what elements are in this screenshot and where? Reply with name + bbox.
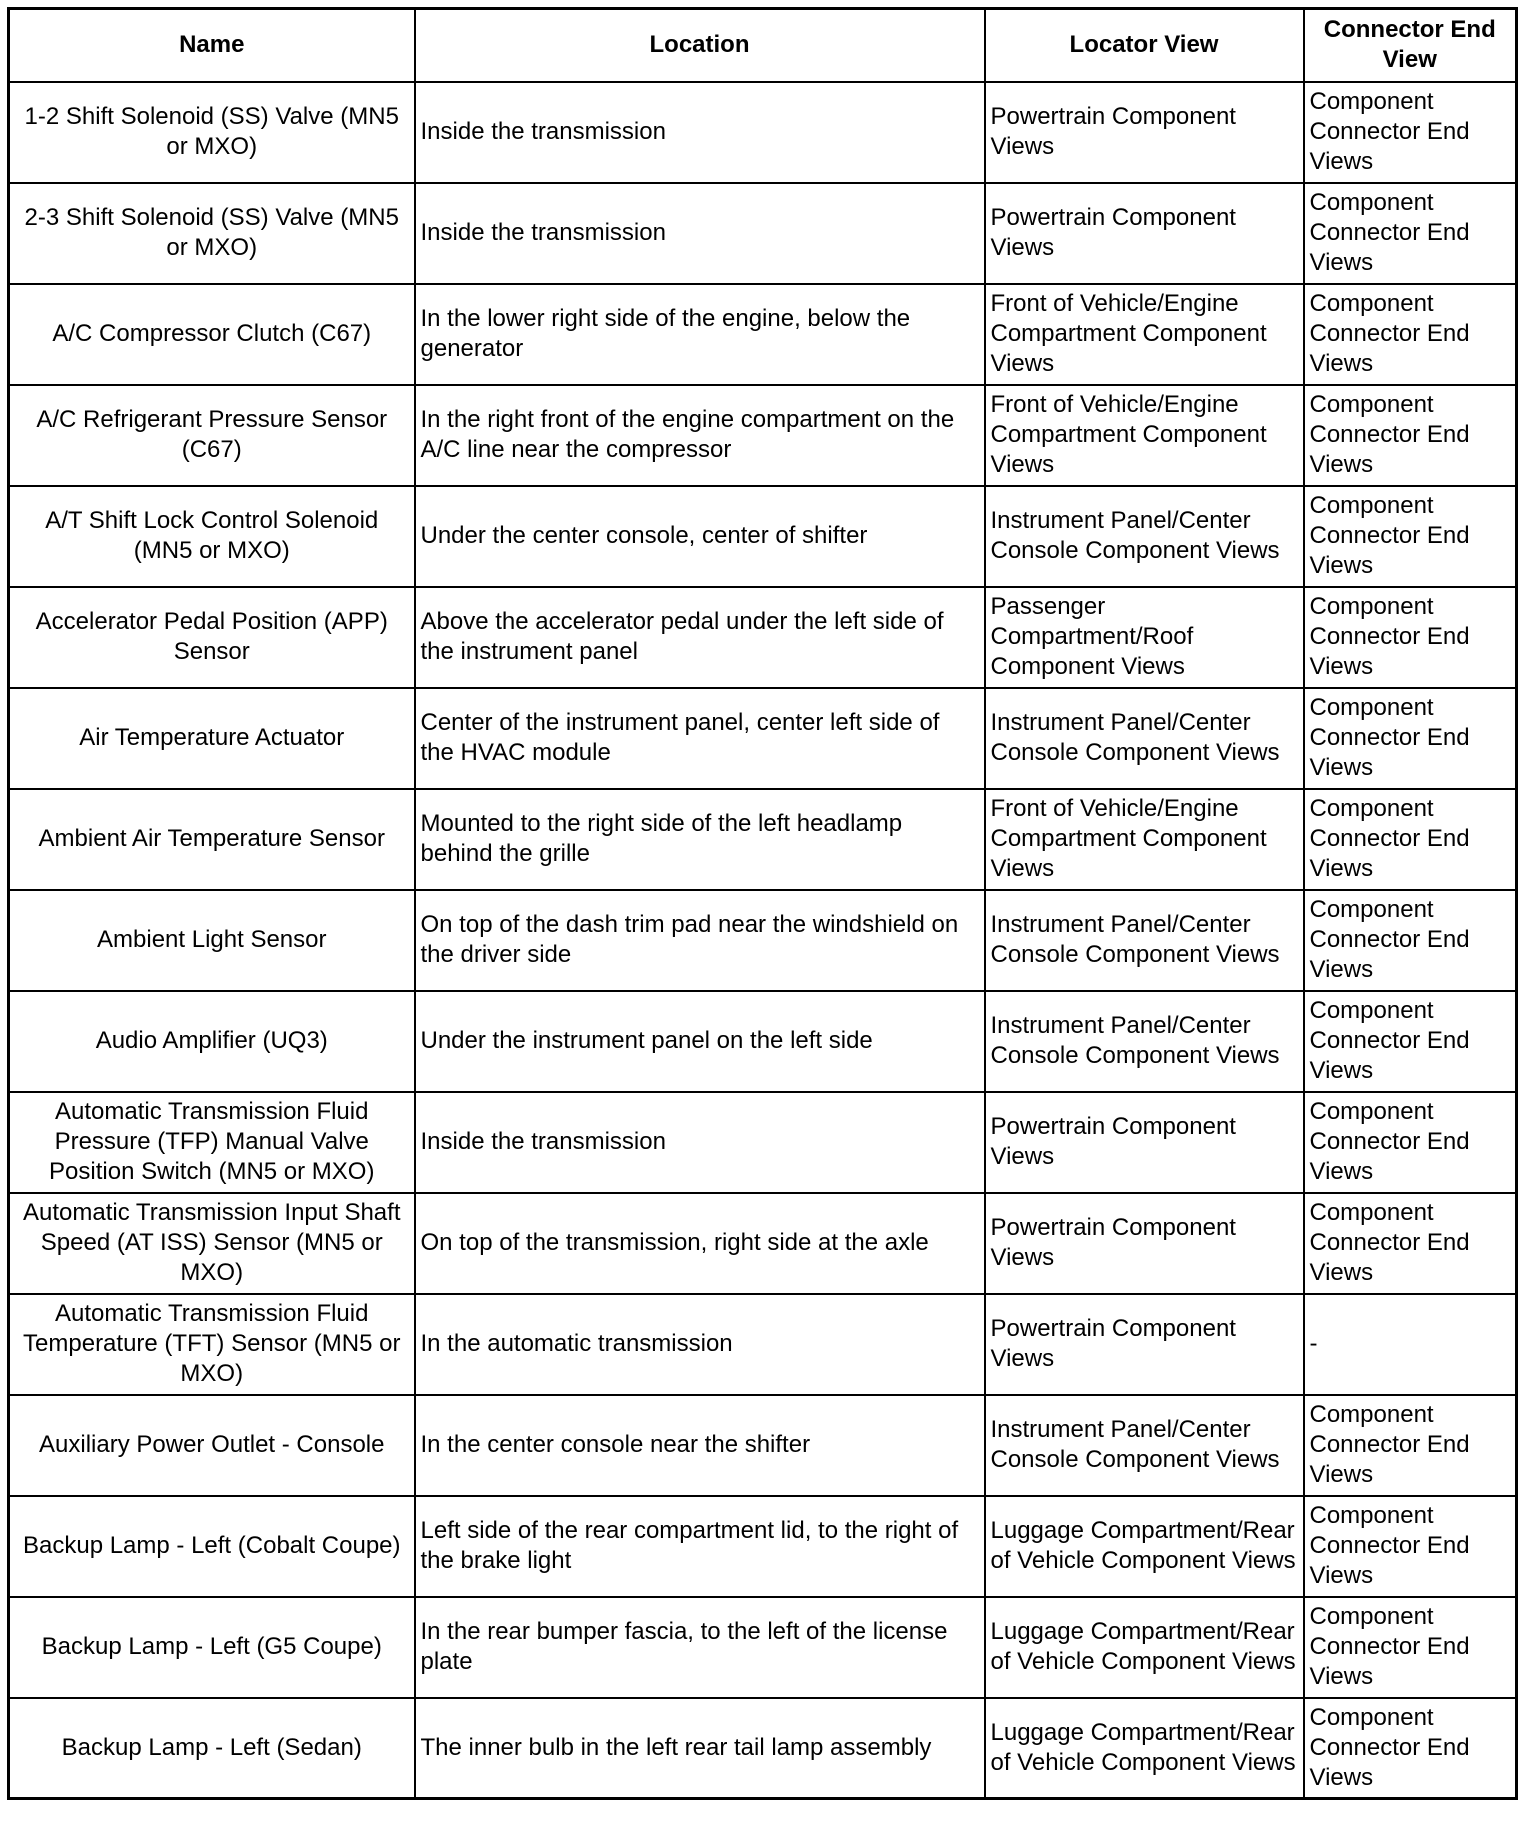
name-cell: Auxiliary Power Outlet - Console xyxy=(9,1395,415,1496)
header-location: Location xyxy=(415,9,985,82)
location-cell: On top of the transmission, right side at the axle xyxy=(415,1193,985,1294)
table-row xyxy=(9,1395,1517,1496)
connector-end-view-cell: Component Connector End Views xyxy=(1304,688,1517,789)
name-cell: Backup Lamp - Left (Cobalt Coupe) xyxy=(9,1496,415,1597)
table-row xyxy=(9,284,1517,385)
name-cell: Automatic Transmission Input Shaft Speed (AT ISS) Sensor (MN5 or MXO) xyxy=(9,1193,415,1294)
name-cell: Automatic Transmission Fluid Temperature (TFT) Sensor (MN5 or MXO) xyxy=(9,1294,415,1395)
location-cell: Center of the instrument panel, center left side of the HVAC module xyxy=(415,688,985,789)
name-cell: 1-2 Shift Solenoid (SS) Valve (MN5 or MXO) xyxy=(9,82,415,183)
table-row xyxy=(9,1597,1517,1698)
locator-view-cell: Instrument Panel/Center Console Component Views xyxy=(985,688,1304,789)
locator-view-cell: Front of Vehicle/Engine Compartment Component Views xyxy=(985,385,1304,486)
name-cell: Automatic Transmission Fluid Pressure (TFP) Manual Valve Position Switch (MN5 or MXO) xyxy=(9,1092,415,1193)
table-row xyxy=(9,991,1517,1092)
table-row xyxy=(9,82,1517,183)
locator-view-cell: Powertrain Component Views xyxy=(985,1294,1304,1395)
location-cell: Under the instrument panel on the left side xyxy=(415,991,985,1092)
table-row xyxy=(9,1496,1517,1597)
name-cell: Backup Lamp - Left (Sedan) xyxy=(9,1698,415,1799)
connector-end-view-cell: Component Connector End Views xyxy=(1304,789,1517,890)
name-cell: A/C Compressor Clutch (C67) xyxy=(9,284,415,385)
location-cell: Inside the transmission xyxy=(415,183,985,284)
locator-view-cell: Luggage Compartment/Rear of Vehicle Component Views xyxy=(985,1496,1304,1597)
location-cell: Left side of the rear compartment lid, to the right of the brake light xyxy=(415,1496,985,1597)
connector-end-view-cell: Component Connector End Views xyxy=(1304,82,1517,183)
connector-end-view-cell: Component Connector End Views xyxy=(1304,1092,1517,1193)
connector-end-view-cell: Component Connector End Views xyxy=(1304,385,1517,486)
name-cell: Audio Amplifier (UQ3) xyxy=(9,991,415,1092)
table-row xyxy=(9,1092,1517,1193)
locator-view-cell: Instrument Panel/Center Console Component Views xyxy=(985,991,1304,1092)
locator-view-cell: Powertrain Component Views xyxy=(985,1092,1304,1193)
name-cell: A/T Shift Lock Control Solenoid (MN5 or MXO) xyxy=(9,486,415,587)
locator-view-cell: Passenger Compartment/Roof Component Views xyxy=(985,587,1304,688)
location-cell: Mounted to the right side of the left headlamp behind the grille xyxy=(415,789,985,890)
location-cell: Above the accelerator pedal under the left side of the instrument panel xyxy=(415,587,985,688)
table-row xyxy=(9,1193,1517,1294)
connector-end-view-cell: Component Connector End Views xyxy=(1304,1698,1517,1799)
location-cell: The inner bulb in the left rear tail lamp assembly xyxy=(415,1698,985,1799)
connector-end-view-cell: Component Connector End Views xyxy=(1304,587,1517,688)
locator-view-cell: Luggage Compartment/Rear of Vehicle Component Views xyxy=(985,1597,1304,1698)
locator-view-cell: Instrument Panel/Center Console Component Views xyxy=(985,486,1304,587)
table-row xyxy=(9,688,1517,789)
name-cell: Ambient Light Sensor xyxy=(9,890,415,991)
locator-view-cell: Front of Vehicle/Engine Compartment Component Views xyxy=(985,284,1304,385)
table-row xyxy=(9,890,1517,991)
connector-end-view-cell: Component Connector End Views xyxy=(1304,284,1517,385)
table-row xyxy=(9,183,1517,284)
location-cell: In the center console near the shifter xyxy=(415,1395,985,1496)
location-cell: Inside the transmission xyxy=(415,1092,985,1193)
connector-end-view-cell: Component Connector End Views xyxy=(1304,1395,1517,1496)
locator-view-cell: Powertrain Component Views xyxy=(985,183,1304,284)
header-locator-view: Locator View xyxy=(985,9,1304,82)
table-row xyxy=(9,486,1517,587)
locator-view-cell: Powertrain Component Views xyxy=(985,1193,1304,1294)
name-cell: Ambient Air Temperature Sensor xyxy=(9,789,415,890)
name-cell: Accelerator Pedal Position (APP) Sensor xyxy=(9,587,415,688)
name-cell: A/C Refrigerant Pressure Sensor (C67) xyxy=(9,385,415,486)
location-cell: In the automatic transmission xyxy=(415,1294,985,1395)
name-cell: 2-3 Shift Solenoid (SS) Valve (MN5 or MXO) xyxy=(9,183,415,284)
locator-view-cell: Luggage Compartment/Rear of Vehicle Component Views xyxy=(985,1698,1304,1799)
location-cell: In the right front of the engine compartment on the A/C line near the compressor xyxy=(415,385,985,486)
connector-end-view-cell: Component Connector End Views xyxy=(1304,890,1517,991)
connector-end-view-cell: Component Connector End Views xyxy=(1304,183,1517,284)
locator-view-cell: Instrument Panel/Center Console Component Views xyxy=(985,890,1304,991)
connector-end-view-cell: Component Connector End Views xyxy=(1304,486,1517,587)
table-row xyxy=(9,385,1517,486)
locator-view-cell: Powertrain Component Views xyxy=(985,82,1304,183)
name-cell: Backup Lamp - Left (G5 Coupe) xyxy=(9,1597,415,1698)
location-cell: In the lower right side of the engine, below the generator xyxy=(415,284,985,385)
connector-end-view-cell: Component Connector End Views xyxy=(1304,1193,1517,1294)
location-cell: Inside the transmission xyxy=(415,82,985,183)
header-row xyxy=(9,9,1517,82)
connector-end-view-cell: Component Connector End Views xyxy=(1304,1496,1517,1597)
connector-end-view-cell: - xyxy=(1304,1294,1517,1395)
header-name: Name xyxy=(9,9,415,82)
location-cell: On top of the dash trim pad near the windshield on the driver side xyxy=(415,890,985,991)
location-cell: Under the center console, center of shifter xyxy=(415,486,985,587)
connector-end-view-cell: Component Connector End Views xyxy=(1304,1597,1517,1698)
locator-view-cell: Instrument Panel/Center Console Component Views xyxy=(985,1395,1304,1496)
name-cell: Air Temperature Actuator xyxy=(9,688,415,789)
component-location-table xyxy=(7,7,1518,1800)
table-row xyxy=(9,789,1517,890)
location-cell: In the rear bumper fascia, to the left of the license plate xyxy=(415,1597,985,1698)
table-row xyxy=(9,1294,1517,1395)
table-row xyxy=(9,1698,1517,1799)
header-connector-end-view: Connector End View xyxy=(1304,9,1517,82)
locator-view-cell: Front of Vehicle/Engine Compartment Component Views xyxy=(985,789,1304,890)
table-row xyxy=(9,587,1517,688)
connector-end-view-cell: Component Connector End Views xyxy=(1304,991,1517,1092)
